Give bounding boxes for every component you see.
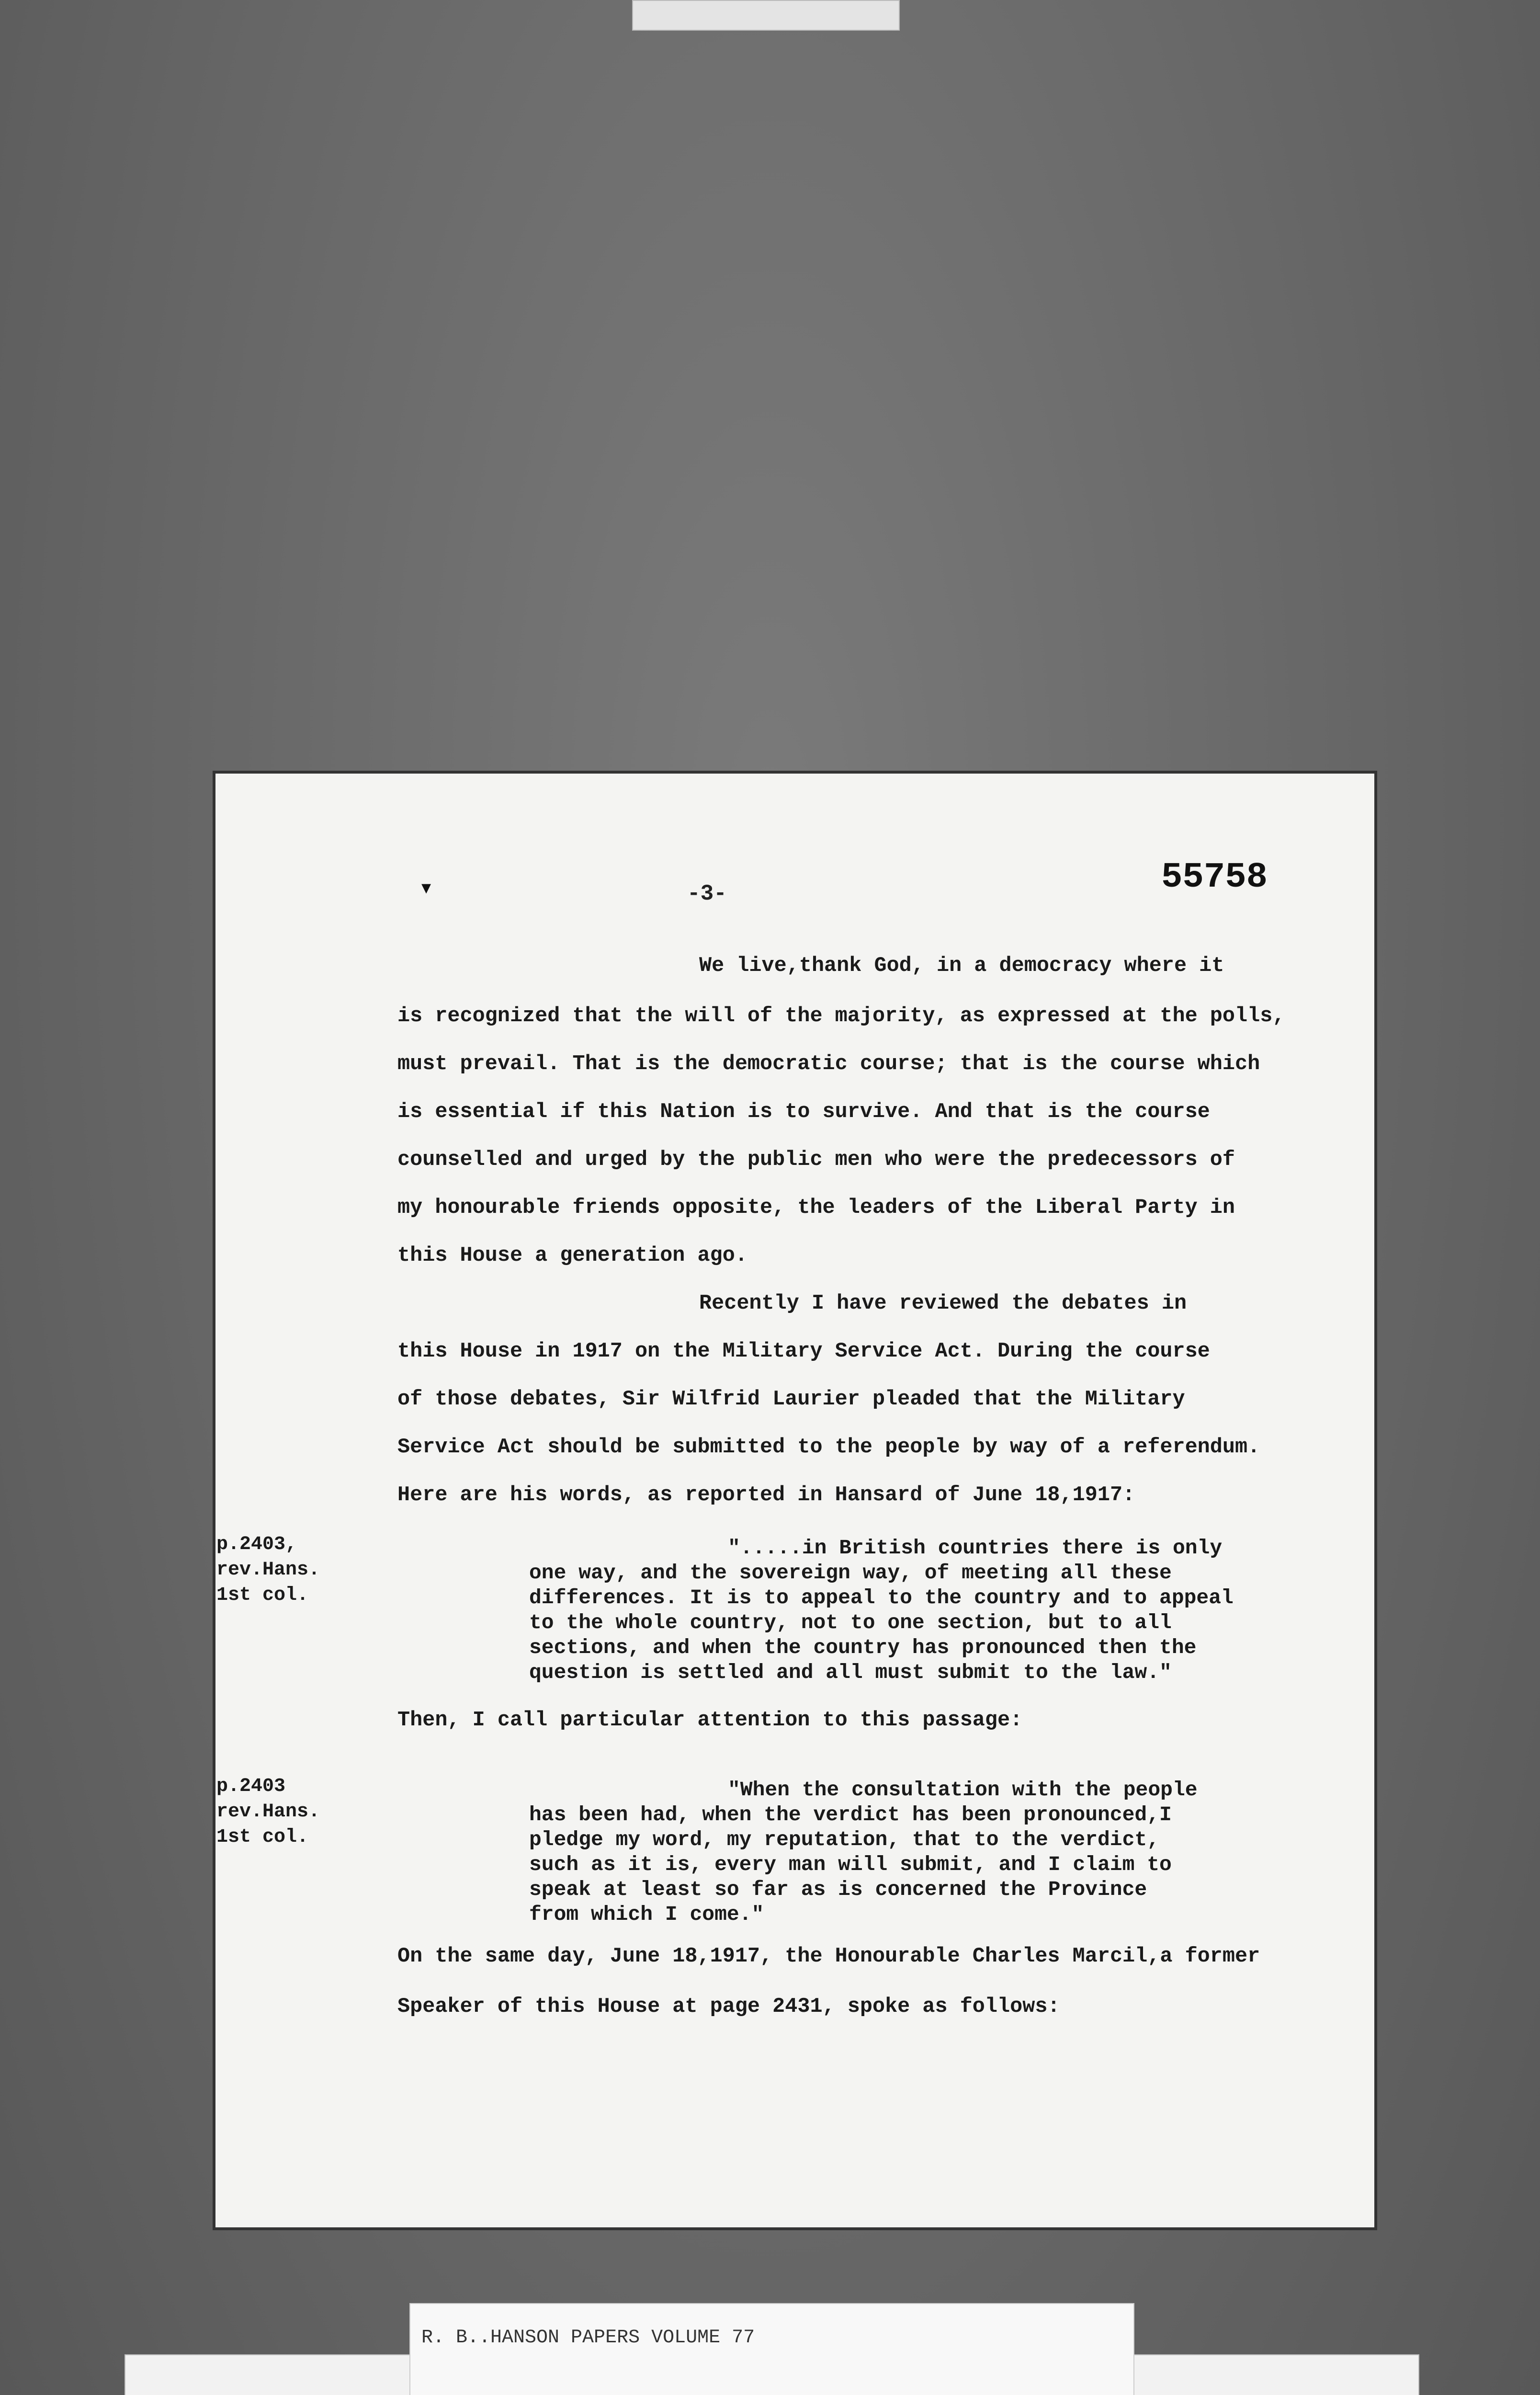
margin-reference: rev.Hans. bbox=[216, 1801, 320, 1823]
body-line: of those debates, Sir Wilfrid Laurier pleaded that the Military bbox=[397, 1388, 1185, 1411]
body-line: this House a generation ago. bbox=[397, 1244, 747, 1267]
margin-reference: p.2403 bbox=[216, 1776, 286, 1797]
body-line: my honourable friends opposite, the leaders of the Liberal Party in bbox=[397, 1196, 1235, 1220]
body-line: this House in 1917 on the Military Service Act. During the course bbox=[397, 1340, 1210, 1363]
quote-line: such as it is, every man will submit, and I claim to bbox=[529, 1853, 1172, 1876]
page-number: -3- bbox=[687, 881, 727, 906]
quote-line: sections, and when the country has pronounced then the bbox=[529, 1636, 1197, 1659]
quote-line: from which I come." bbox=[529, 1903, 764, 1926]
body-line: Here are his words, as reported in Hansard of June 18,1917: bbox=[397, 1483, 1135, 1507]
margin-reference: p.2403, bbox=[216, 1534, 297, 1555]
quote-line: one way, and the sovereign way, of meeting all these bbox=[529, 1561, 1172, 1585]
quote-line: question is settled and all must submit to the law." bbox=[529, 1661, 1172, 1684]
transition-line: Then, I call particular attention to this passage: bbox=[397, 1709, 1023, 1732]
quote-line: pledge my word, my reputation, that to the verdict, bbox=[529, 1828, 1160, 1851]
body-line: Service Act should be submitted to the people by way of a referendum. bbox=[397, 1436, 1260, 1459]
margin-reference: rev.Hans. bbox=[216, 1559, 320, 1581]
body-line: counselled and urged by the public men who were the predecessors of bbox=[397, 1148, 1235, 1172]
body-line: Speaker of this House at page 2431, spoke as follows: bbox=[397, 1995, 1060, 2019]
top-mounting-tab bbox=[632, 0, 900, 31]
quote-line: has been had, when the verdict has been pronounced,I bbox=[529, 1803, 1172, 1826]
quote-line: differences. It is to appeal to the country and to appeal bbox=[529, 1586, 1234, 1609]
body-line: Recently I have reviewed the debates in bbox=[699, 1292, 1187, 1315]
quote-line: to the whole country, not to one section, but to all bbox=[529, 1611, 1172, 1634]
body-line: is recognized that the will of the majority, as expressed at the polls, bbox=[397, 1004, 1285, 1028]
volume-label: R. B..HANSON PAPERS VOLUME 77 bbox=[421, 2327, 755, 2349]
document-id-stamp: 55758 bbox=[1161, 857, 1268, 898]
body-line: must prevail. That is the democratic course; that is the course which bbox=[397, 1052, 1260, 1076]
body-line: On the same day, June 18,1917, the Honourable Charles Marcil,a former bbox=[397, 1945, 1260, 1968]
body-line: We live,thank God, in a democracy where it bbox=[699, 954, 1224, 978]
volume-label-strip bbox=[409, 2303, 1134, 2395]
margin-reference: 1st col. bbox=[216, 1585, 309, 1606]
quote-line: speak at least so far as is concerned the Province bbox=[529, 1878, 1147, 1901]
margin-reference: 1st col. bbox=[216, 1826, 309, 1848]
stray-mark: ▾ bbox=[421, 878, 431, 900]
quote-line: "When the consultation with the people bbox=[728, 1778, 1198, 1802]
quote-line: ".....in British countries there is only bbox=[728, 1536, 1223, 1560]
body-line: is essential if this Nation is to survive. And that is the course bbox=[397, 1100, 1210, 1124]
